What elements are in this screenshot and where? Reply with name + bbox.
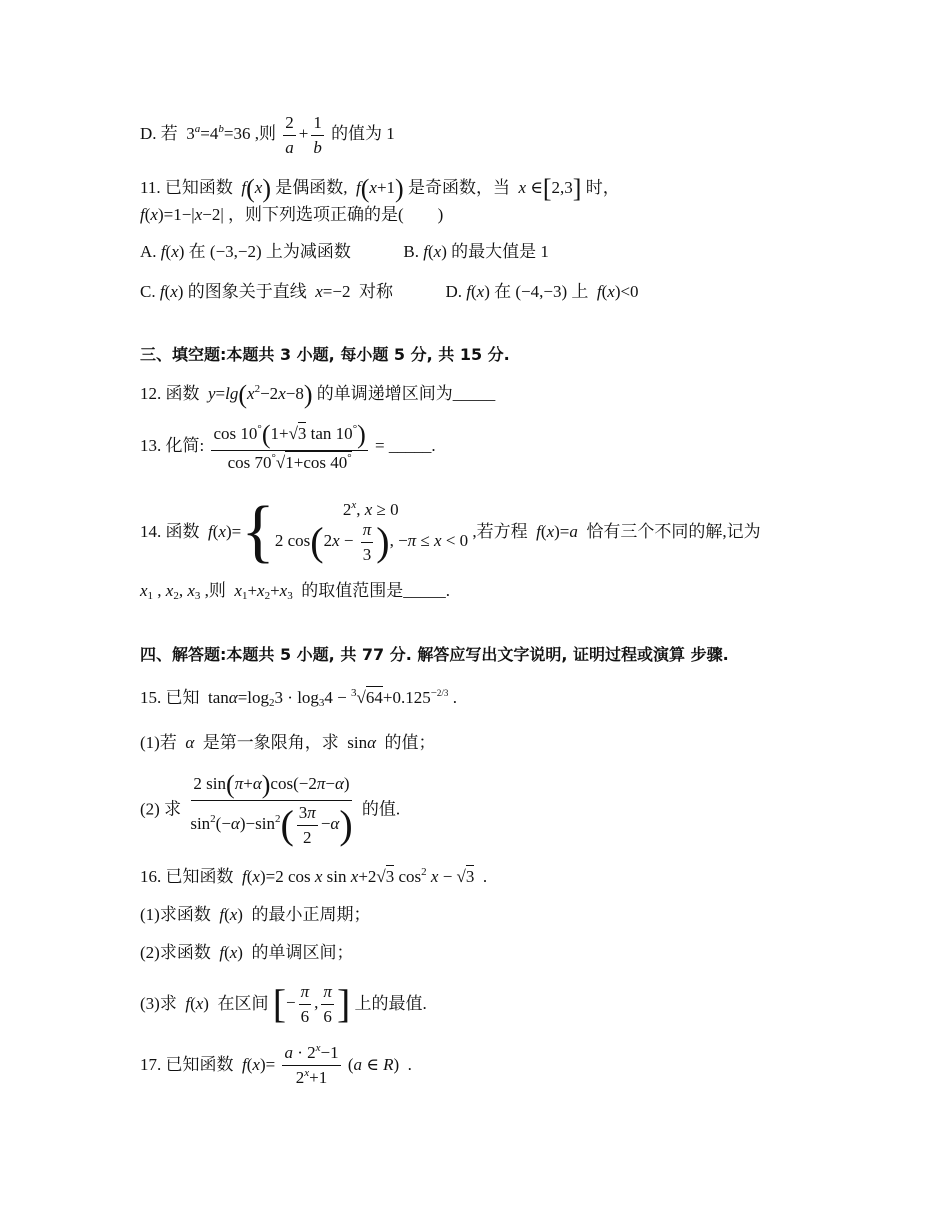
q11-prefix: 11. 已知函数 bbox=[140, 177, 233, 197]
q11-question: ，则下列选项正确的是( ) bbox=[228, 205, 444, 224]
q12-suffix: 的单调递增区间为_____ bbox=[316, 383, 496, 403]
q15-alpha: α bbox=[181, 733, 199, 752]
q14-line2-mid: ,则 bbox=[204, 581, 226, 600]
q16-prefix: 16. 已知函数 bbox=[140, 867, 234, 886]
q11-option-b: B. f(x) 的最大值是 1 bbox=[403, 242, 549, 261]
q15-p2-end: 的值. bbox=[361, 799, 401, 819]
q13-suffix: = _____. bbox=[375, 436, 436, 456]
q11-mid2: 是奇函数，当 bbox=[407, 177, 510, 197]
q12-line bbox=[140, 382, 495, 408]
q15-part2 bbox=[140, 772, 400, 847]
q15-line bbox=[140, 688, 457, 708]
q11-end: 时， bbox=[585, 177, 620, 197]
section-3-heading: 三、填空题:本题共 3 小题, 每小题 5 分, 共 15 分. bbox=[140, 345, 510, 364]
q17-function: f(x)= bbox=[242, 1054, 276, 1074]
q13-fraction: $\frac{\cos 10^\circ(1+√3 \tan 10^\circ)}{\cos 70^\circ√1+\cos 40^\circ}$ bbox=[213, 420, 366, 472]
q14-mid: ,若方程 bbox=[472, 521, 528, 541]
q15-sin-alpha: sinα bbox=[343, 733, 377, 752]
q11-fx1: f(x+1) bbox=[356, 174, 404, 203]
q11-option-d: D. f(x) 在 (−4,−3) 上 f(x)<0 bbox=[445, 282, 639, 301]
q11-interval: x ∈[2,3] bbox=[518, 174, 582, 203]
q14-prefix: 14. 函数 bbox=[140, 521, 200, 541]
option-d-fraction: $\frac{2}{a}$ + $\frac{1}{b}$ bbox=[285, 113, 322, 157]
q14-line1 bbox=[140, 493, 761, 570]
q16-line bbox=[140, 867, 487, 887]
q14-end: 恰有三个不同的解,记为 bbox=[586, 521, 761, 541]
q15-p2-prefix: (2) 求 bbox=[140, 799, 182, 819]
q14-equation: f(x)=a bbox=[536, 521, 578, 541]
q16-part1 bbox=[140, 905, 370, 925]
q15-p2-fraction: 2 sin(π+α)cos(−2π−α) $\sin^2(-\alpha)-\sin^2$( $\frac{3\pi}{2}$ −α) bbox=[190, 770, 353, 848]
q16-part2 bbox=[140, 943, 353, 963]
q16-p3-mid: 在区间 bbox=[217, 993, 269, 1013]
q16-p1-end: 的最小正周期； bbox=[251, 905, 371, 924]
q14-roots: $x_1$ , $x_2$, $x_3$ bbox=[140, 581, 201, 602]
q16-p2-prefix: (2)求函数 bbox=[140, 943, 211, 962]
q16-p1-fx: f(x) bbox=[219, 905, 248, 924]
q14-line2-end: 的取值范围是_____. bbox=[301, 581, 450, 600]
q15-equation: $\tan\alpha=\log_23 \cdot \log_34 - ^3√64+0.125^{-2/3}$ . bbox=[203, 687, 457, 709]
q11-definition: f(x)=1−|x−2| bbox=[140, 205, 224, 224]
q16-p2-fx: f(x) bbox=[219, 943, 248, 962]
q14-piecewise: f ( x )= { 2$^x$, x ≥ 0 2 cos(2x − $\frac{\pi}{3}$ ), −π ≤ x < 0 bbox=[208, 493, 469, 570]
option-d-then: ,则 bbox=[254, 123, 276, 143]
q14-line2 bbox=[140, 581, 450, 601]
q16-p3-end: 上的最值. bbox=[354, 993, 427, 1013]
q13-line bbox=[140, 422, 436, 473]
q11-mid1: 是偶函数, bbox=[275, 177, 348, 197]
q15-part1 bbox=[140, 733, 436, 753]
q11-options-ab bbox=[140, 242, 549, 262]
q17-line bbox=[140, 1043, 412, 1087]
q15-p1-mid: 是第一象限角，求 bbox=[202, 733, 339, 752]
section-4-heading: 四、解答题:本题共 5 小题, 共 77 分. 解答应写出文字说明, 证明过程或演算 步骤. bbox=[140, 645, 729, 664]
q16-interval: [− $\frac{\pi}{6}$ , $\frac{\pi}{6}$ ] bbox=[272, 981, 351, 1027]
q17-fraction: $\frac{a \cdot 2^x-1}{2^x+1}$ bbox=[284, 1042, 339, 1087]
q16-p3-fx: f(x) bbox=[185, 993, 214, 1013]
q16-function: f(x)=2 cos x sin x+2√3 $\cos^2 x - √3$ . bbox=[242, 866, 488, 886]
q11-option-a: A. f(x) 在 (−3,−2) 上为减函数 bbox=[140, 242, 351, 261]
q11-line1 bbox=[140, 176, 620, 202]
q12-function: $y=\lg(x^2-2x-8)$ bbox=[208, 380, 313, 409]
q17-domain: (a ∈ R) . bbox=[347, 1054, 412, 1074]
q15-prefix: 15. 已知 bbox=[140, 688, 200, 707]
q13-prefix: 13. 化简: bbox=[140, 436, 205, 456]
option-d-line bbox=[140, 113, 395, 157]
option-d-equation: $3^a=4^b=36$ bbox=[182, 122, 251, 143]
q11-fx: f(x) bbox=[241, 174, 271, 203]
q17-prefix: 17. 已知函数 bbox=[140, 1054, 234, 1074]
q11-option-c: C. f(x) 的图象关于直线 x=−2 对称 bbox=[140, 282, 393, 301]
q16-p2-end: 的单调区间； bbox=[251, 943, 354, 962]
q11-options-cd bbox=[140, 282, 639, 302]
q14-sum: $x_1+x_2+x_3$ bbox=[234, 581, 293, 602]
q16-p3-prefix: (3)求 bbox=[140, 993, 177, 1013]
q15-p1-end: 的值； bbox=[384, 733, 436, 752]
q16-p1-prefix: (1)求函数 bbox=[140, 905, 211, 924]
q16-part3 bbox=[140, 982, 427, 1026]
q12-prefix: 12. 函数 bbox=[140, 383, 200, 403]
option-d-label: D. 若 bbox=[140, 123, 178, 143]
option-d-suffix: 的值为 1 bbox=[331, 123, 395, 143]
q15-p1-prefix: (1)若 bbox=[140, 733, 177, 752]
q11-line2 bbox=[140, 205, 443, 225]
